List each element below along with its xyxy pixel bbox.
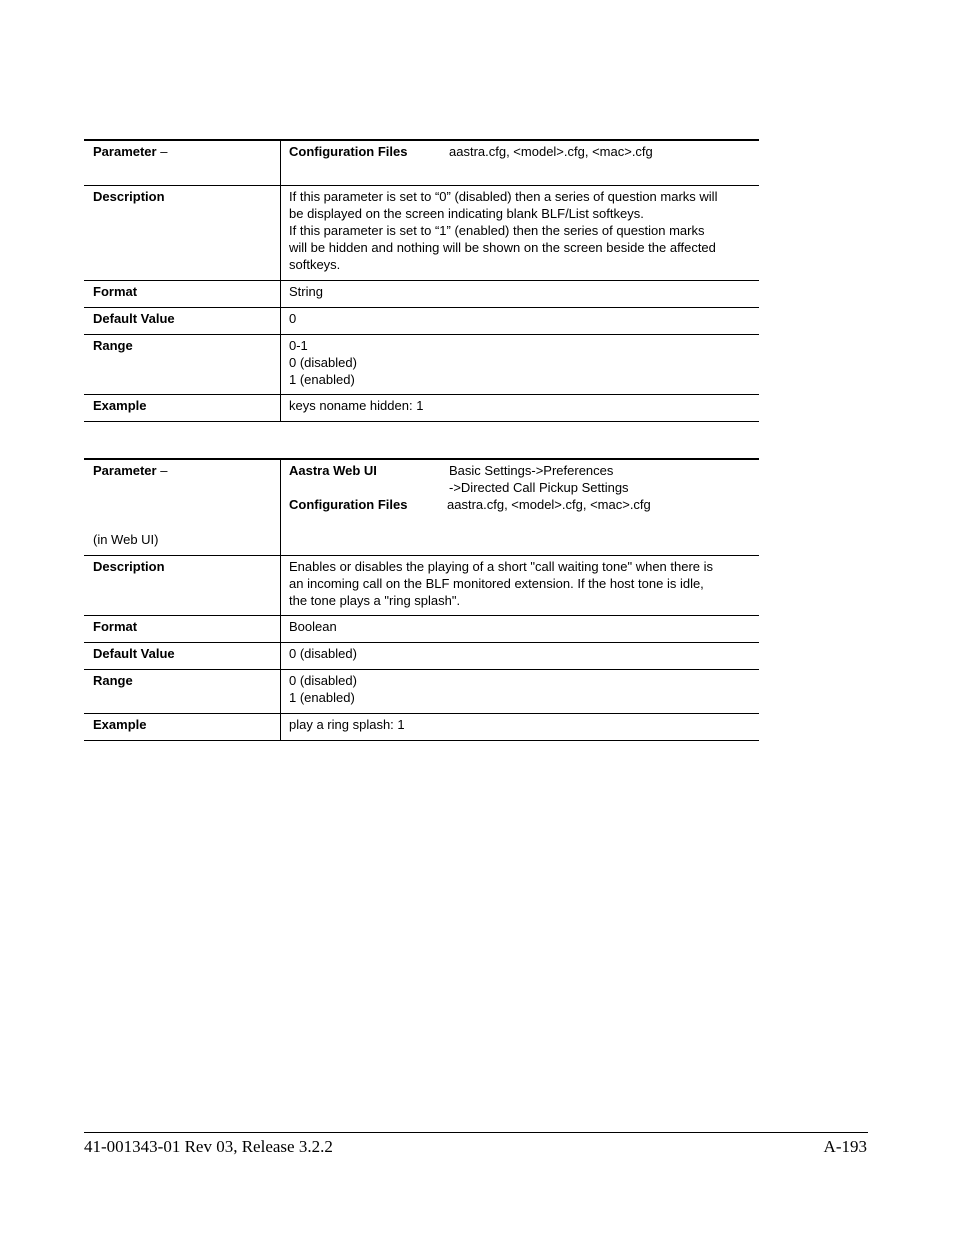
default-value-value: 0 (disabled) [289, 646, 357, 661]
format-value: String [289, 284, 323, 299]
parameter-sub-label: (in Web UI) [93, 532, 159, 547]
parameter-table-keys-noname [84, 139, 759, 422]
description-label: Description [84, 186, 281, 280]
default-value-label: Default Value [84, 308, 281, 334]
config-files-label: Configuration Files [289, 497, 408, 512]
example-value: play a ring splash: 1 [289, 717, 405, 732]
parameter-row [84, 141, 759, 186]
description-row [84, 186, 759, 281]
parameter-value [281, 141, 759, 185]
format-label: Format [84, 281, 281, 307]
default-value-row [84, 643, 759, 670]
range-value: 0 (disabled) 1 (enabled) [289, 673, 357, 705]
format-row [84, 616, 759, 643]
footer-divider [84, 1132, 868, 1133]
default-value-label: Default Value [84, 643, 281, 669]
example-label: Example [84, 395, 281, 421]
description-value: If this parameter is set to “0” (disabled) then a series of question marks will be displayed on the screen indicating blank BLF/List softkeys. If this parameter is set to “1” (enabled) then the series of question marks will be hidden and nothing will be shown on the screen beside the affected softkeys. [289, 189, 718, 272]
range-value: 0-1 0 (disabled) 1 (enabled) [289, 338, 357, 387]
web-ui-label: Aastra Web UI [289, 463, 377, 478]
range-label: Range [84, 670, 281, 713]
description-row [84, 556, 759, 616]
format-row [84, 281, 759, 308]
description-label: Description [84, 556, 281, 615]
footer-page-number: A-193 [823, 1137, 867, 1156]
parameter-row [84, 460, 759, 556]
web-ui-path-cont: ->Directed Call Pickup Settings [449, 480, 629, 495]
parameter-label: Parameter – [84, 141, 281, 185]
parameter-value [281, 460, 759, 555]
example-row [84, 395, 759, 422]
default-value-row [84, 308, 759, 335]
config-files-value: aastra.cfg, <model>.cfg, <mac>.cfg [447, 497, 651, 512]
example-value: keys noname hidden: 1 [289, 398, 424, 413]
example-label: Example [84, 714, 281, 740]
footer-doc-id: 41-001343-01 Rev 03, Release 3.2.2 [84, 1137, 333, 1156]
range-label: Range [84, 335, 281, 394]
web-ui-path: Basic Settings->Preferences [449, 463, 614, 478]
parameter-label: Parameter – (in Web UI) [84, 460, 281, 555]
range-row [84, 670, 759, 714]
default-value-value: 0 [289, 311, 297, 326]
config-files-label: Configuration Files [289, 144, 408, 159]
format-label: Format [84, 616, 281, 642]
format-value: Boolean [289, 619, 337, 634]
config-files-value: aastra.cfg, <model>.cfg, <mac>.cfg [449, 144, 653, 159]
example-row [84, 714, 759, 741]
parameter-table-ring-splash [84, 458, 759, 741]
range-row [84, 335, 759, 395]
description-value: Enables or disables the playing of a short "call waiting tone" when there is an incoming call on the BLF monitored extension. If the host tone is idle, the tone plays a "ring splash". [289, 559, 714, 608]
